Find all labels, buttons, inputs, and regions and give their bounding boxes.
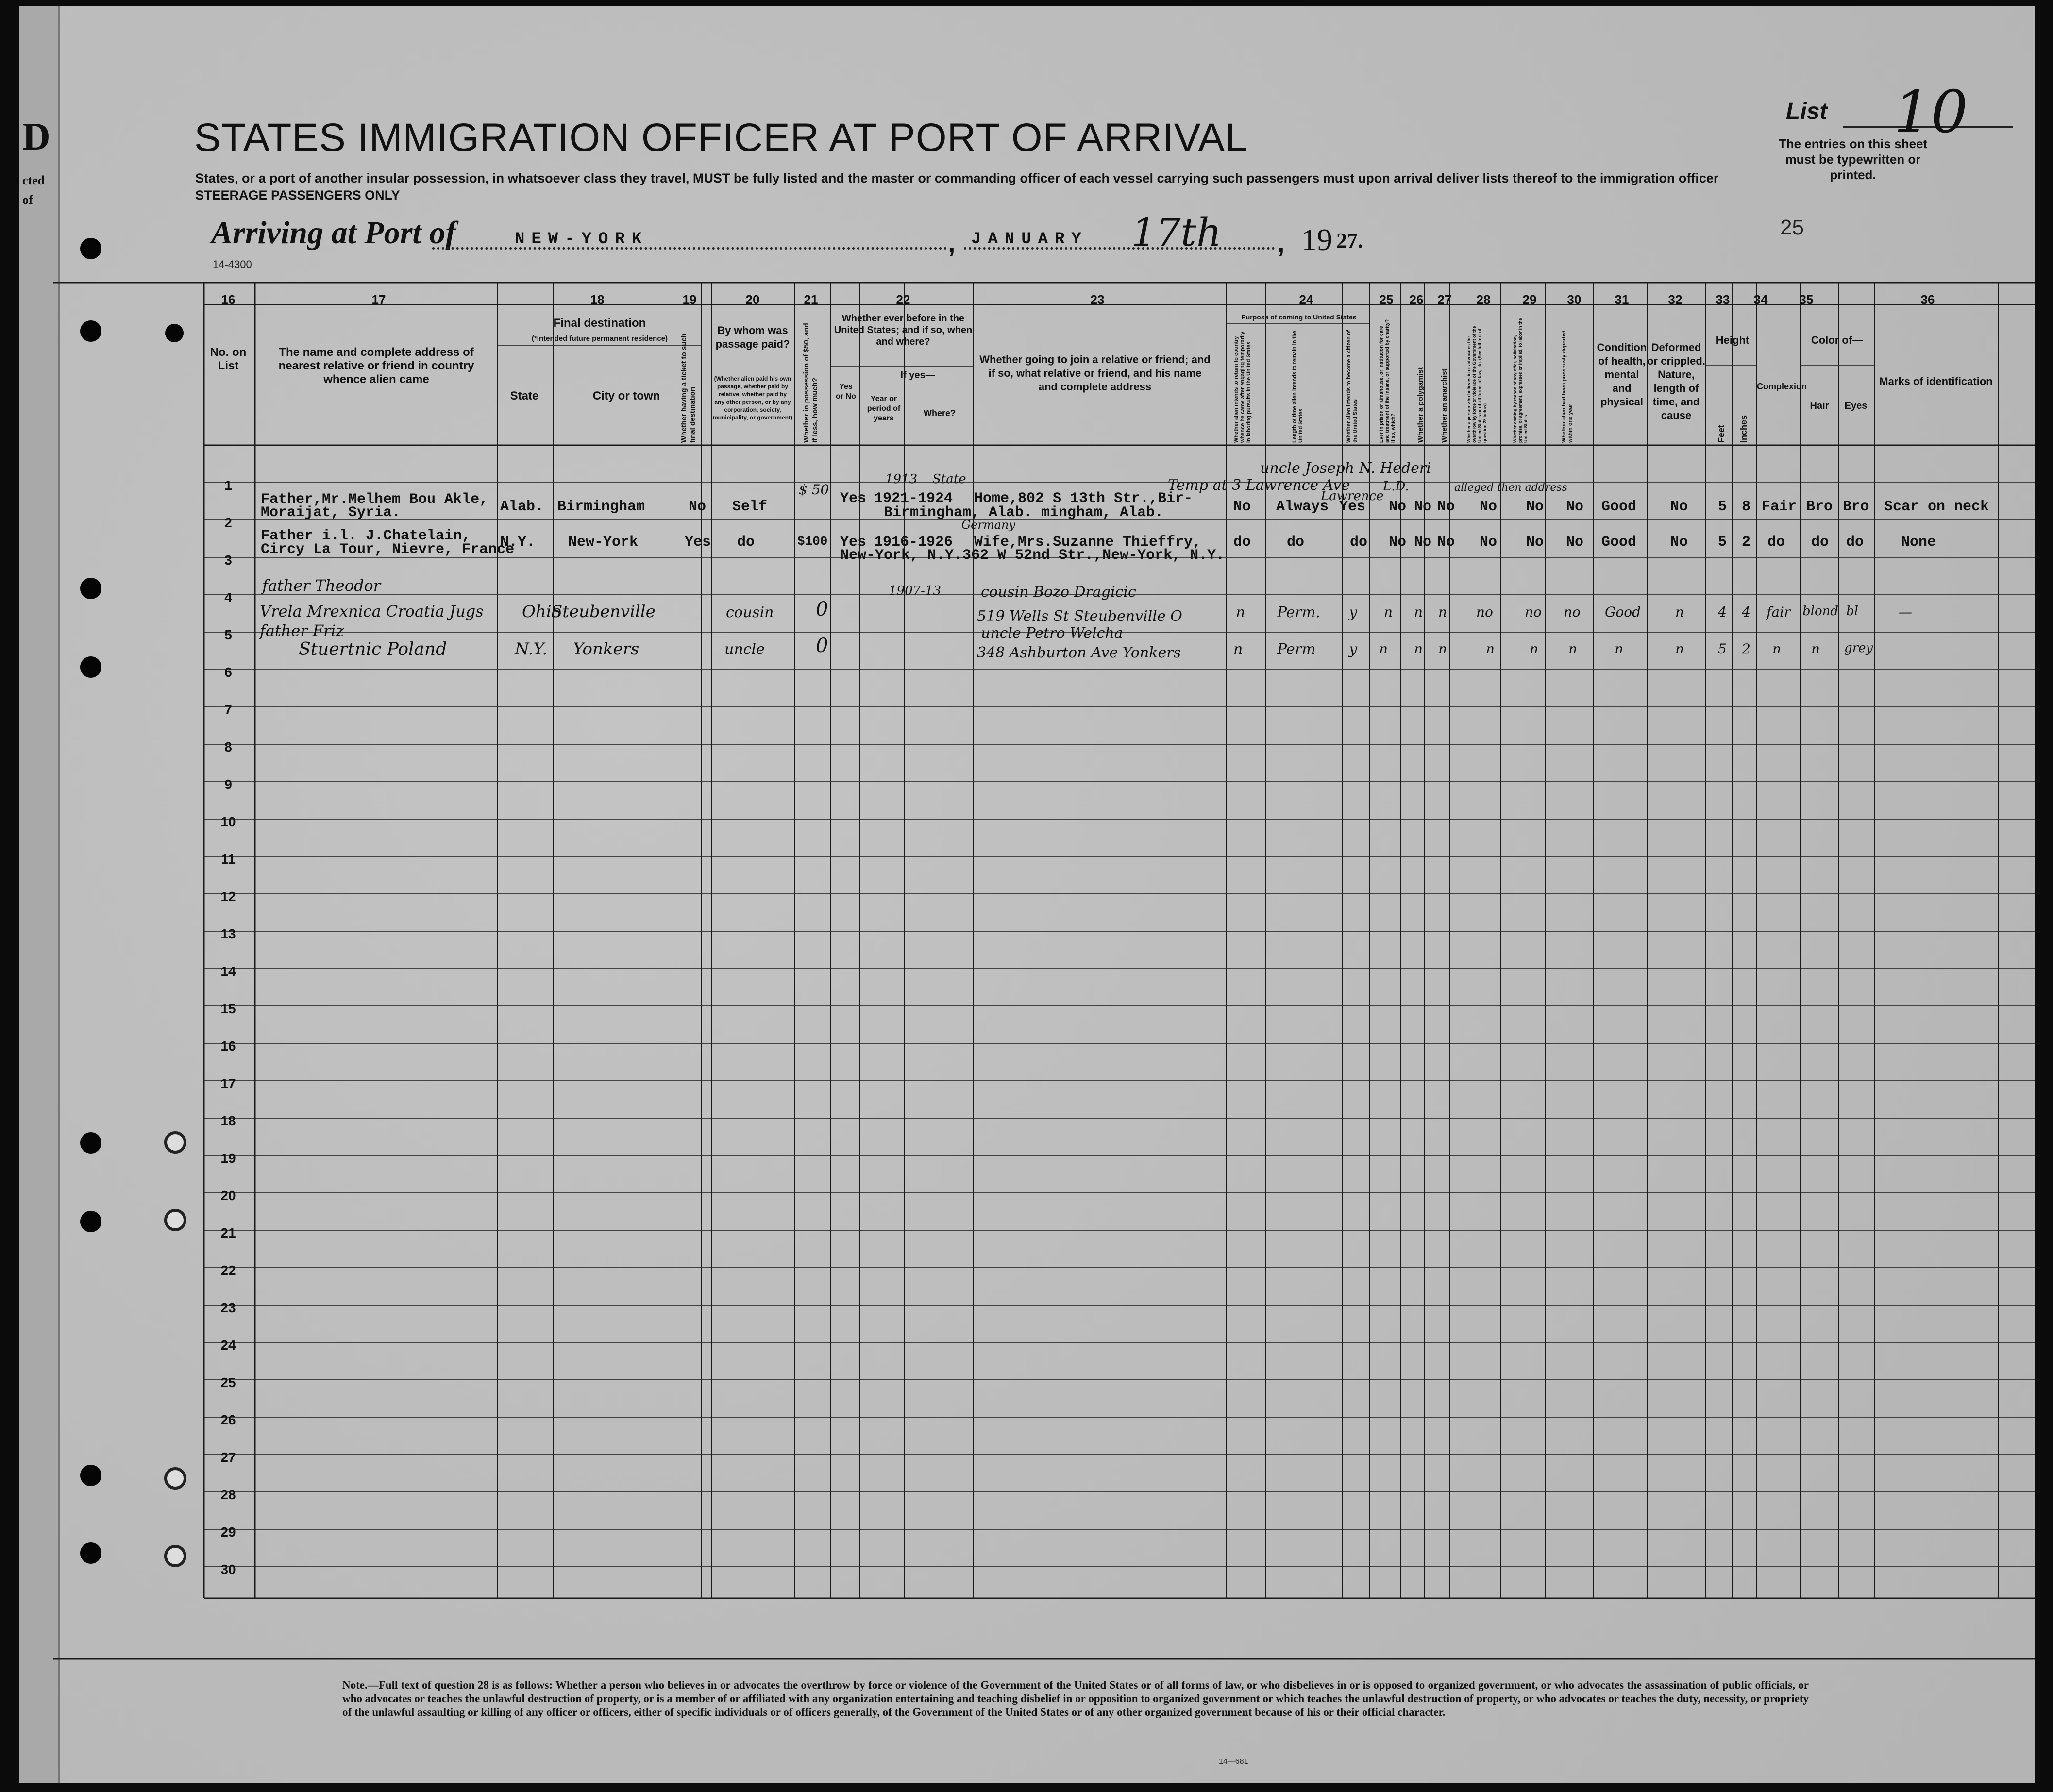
r2-health: Good: [1601, 534, 1637, 551]
col-num-16: 16: [221, 292, 236, 307]
row-number: 11: [221, 852, 236, 867]
header-where: Where?: [923, 408, 956, 418]
r3-citizen: y: [1349, 604, 1357, 621]
r1-citizen: Yes: [1339, 499, 1366, 515]
col-num-23: 23: [1090, 292, 1105, 307]
r4-hair: n: [1811, 641, 1820, 657]
r2-before: Yes: [840, 534, 867, 551]
row-number: 15: [220, 1001, 236, 1016]
r1-q30: No: [1566, 499, 1584, 515]
row-number: 18: [220, 1113, 236, 1128]
r2-complexion: do: [1767, 534, 1785, 551]
r3-paid-by: cousin: [726, 604, 774, 621]
r2-annotation-germany: Germany: [961, 518, 1015, 532]
r4-deformed: n: [1675, 641, 1684, 657]
r1-relative-line1: Father,Mr.Melhem Bou Akle,: [261, 491, 488, 508]
r2-relative-line1: Father i.l. J.Chatelain,: [261, 528, 471, 544]
row-number: 17: [220, 1076, 236, 1091]
row-number: 14: [220, 964, 236, 979]
col-num-33: 33: [1716, 292, 1730, 307]
r1-join-line2: Birmingham, Alab. mingham, Alab.: [884, 504, 1164, 521]
r1-period: 1921-1924: [874, 490, 953, 507]
r1-eyes: Bro: [1843, 499, 1869, 515]
r4-polygamist: n: [1414, 641, 1423, 657]
r4-city: Yonkers: [573, 639, 639, 659]
header-join-relative: Whether going to join a relative or friend; and if so, what relative or friend, and his name and complete address: [979, 353, 1211, 393]
row-number: 12: [220, 889, 236, 904]
header-q28: Whether a person who believes in or advocates the overthrow by force or violence of the Government of the United States or of all forms of law, etc. (See full text of question 28 below): [1466, 326, 1487, 443]
r4-join-line1: uncle Petro Welcha: [981, 625, 1123, 642]
r4-prison: n: [1379, 641, 1388, 657]
r2-inches: 2: [1742, 534, 1751, 551]
header-hair: Hair: [1810, 401, 1829, 411]
header-anarchist: Whether an anarchist: [1440, 368, 1448, 443]
day-value: 17th: [1131, 210, 1222, 255]
row-number: 22: [220, 1263, 236, 1278]
row-number: 3: [224, 553, 232, 568]
col-num-25: 25: [1379, 292, 1394, 307]
row-number: 24: [220, 1338, 236, 1353]
r2-paid-by: do: [737, 534, 755, 551]
header-color-of: Color of—: [1811, 334, 1863, 346]
left-fragment-1: D: [22, 116, 50, 158]
r4-relative-line1: father Friz: [260, 621, 344, 640]
header-q29: Whether coming by reason of any offer, solicitation, promise, or agreement, expressed or implied, to labor in the United States: [1513, 318, 1528, 443]
r2-amount: $100: [797, 534, 828, 549]
r3-deformed: n: [1675, 604, 1684, 620]
footnote-code: 14—681: [1219, 1758, 1248, 1766]
list-label: List: [1786, 99, 1828, 124]
r3-city: Steubenville: [551, 602, 656, 621]
r2-relative-line2: Circy La Tour, Nievre, France: [261, 541, 515, 558]
header-prison: Ever in prison or almshouse, or institution for care and treatment of the insane, or supported by charity? If so, which?: [1379, 319, 1396, 443]
r3-marks: —: [1899, 604, 1912, 620]
header-height: Height: [1716, 334, 1750, 346]
r4-feet: 5: [1718, 641, 1727, 657]
row-number: 4: [224, 590, 232, 605]
r1-prison: No: [1389, 499, 1407, 515]
r1-annotation-amount: $ 50: [799, 482, 829, 498]
r2-return: do: [1233, 534, 1251, 551]
r3-hair: blond: [1802, 604, 1839, 619]
header-feet: Feet: [1716, 424, 1726, 443]
header-state: State: [510, 389, 539, 402]
row-number: 13: [220, 926, 236, 941]
r2-period: 1916-1926: [874, 534, 953, 551]
r3-eyes: bl: [1846, 604, 1858, 619]
r1-polygamist: No: [1414, 499, 1432, 515]
row-number: 1: [224, 478, 232, 493]
r3-amount: 0: [816, 598, 828, 620]
r2-join-line2: New-York, N.Y.362 W 52nd Str.,New-York, N.Y.: [840, 547, 1225, 564]
form-code: 14-4300: [213, 258, 252, 270]
col-num-17: 17: [371, 292, 386, 307]
r2-state: N.Y.: [500, 534, 536, 551]
col-num-34: 34: [1753, 292, 1768, 307]
r1-annotation-state: State: [932, 472, 966, 486]
r2-polygamist: No: [1414, 534, 1432, 551]
r4-q28: n: [1486, 641, 1495, 657]
r3-relative-line2: Vrela Mrexnica Croatia Jugs: [260, 602, 484, 620]
r2-q30: No: [1566, 534, 1584, 551]
r4-complexion: n: [1772, 641, 1782, 657]
r4-q30: n: [1568, 641, 1578, 657]
r2-hair: do: [1811, 534, 1829, 551]
col-num-27: 27: [1437, 292, 1452, 307]
header-period: Year or period of years: [867, 395, 901, 422]
header-inches: Inches: [1739, 415, 1749, 443]
row-number: 23: [220, 1300, 236, 1315]
intro-line-2: STEERAGE PASSENGERS ONLY: [195, 188, 400, 202]
header-eyes: Eyes: [1844, 401, 1868, 411]
r2-deformed: No: [1670, 534, 1688, 551]
r4-amount: 0: [816, 635, 828, 657]
r3-period: 1907-13: [889, 584, 942, 598]
r1-return: No: [1233, 499, 1251, 515]
header-marks: Marks of identification: [1879, 375, 1993, 387]
r4-q29: n: [1530, 641, 1539, 657]
r2-q29: No: [1526, 534, 1544, 551]
r1-relative-line2: Moraijat, Syria.: [261, 504, 401, 521]
header-no-on-list: No. on List: [210, 346, 247, 372]
r2-feet: 5: [1718, 534, 1727, 551]
row-number: 26: [220, 1412, 236, 1427]
header-ticket: Whether having a ticket to such final destination: [680, 333, 697, 443]
r1-feet: 5: [1718, 499, 1727, 515]
footnote-question-28: Note.—Full text of question 28 is as follows: Whether a person who believes in or advocates the overthrow by force or violence of the Government of the United States or of all forms of law, or who disbelieves in or is opposed to organized government, or who advocates the assassination of public officials, or who advocates or teaches the unlawful destruction of property, or is a member of or affiliated with any organization entertaining and teaching disbelief in or opposition to organized government or which teaches the unlawful destruction of property, or who advocates or teaches the duty, necessity, or propriety of the unlawful assaulting or killing of any officer or officers, either of specific individuals or of officers generally, of the Government of the United States or of any other organized government because of his or their official character.: [342, 1679, 1809, 1718]
r2-anarchist: No: [1437, 534, 1455, 551]
header-final-destination: Final destination: [553, 317, 646, 330]
r1-annotation-ld: L.D.: [1383, 479, 1409, 494]
r2-length: do: [1287, 534, 1305, 551]
row-number: 27: [220, 1450, 236, 1465]
comma: ,: [1277, 227, 1285, 258]
r3-return: n: [1236, 604, 1245, 621]
header-purpose: Purpose of coming to United States: [1241, 313, 1357, 321]
col-num-26: 26: [1409, 292, 1424, 307]
r1-inches: 8: [1742, 499, 1751, 515]
r1-join-line1: Home,802 S 13th Str.,Bir-: [974, 490, 1193, 507]
r4-inches: 2: [1742, 641, 1750, 657]
col-num-20: 20: [745, 292, 760, 307]
header-purpose-length: Length of time alien intends to remain in the United States: [1292, 330, 1304, 443]
col-num-19: 19: [682, 292, 697, 307]
r3-q29: no: [1525, 604, 1542, 620]
r1-deformed: No: [1670, 499, 1688, 515]
r4-health: n: [1615, 641, 1624, 657]
header-purpose-citizen: Whether alien intends to become a citizen of the United States: [1346, 330, 1358, 443]
r4-citizen: y: [1349, 641, 1357, 658]
port-value: NEW-YORK: [515, 230, 649, 249]
r2-citizen: do: [1350, 534, 1368, 551]
col-num-18: 18: [590, 292, 605, 307]
r2-prison: No: [1389, 534, 1407, 551]
col-num-28: 28: [1476, 292, 1491, 307]
r1-health: Good: [1601, 499, 1637, 515]
row-number: 6: [224, 665, 232, 680]
sheet-note: The entries on this sheet must be typewritten or printed.: [1778, 136, 1928, 182]
r2-join-line1: Wife,Mrs.Suzanne Thieffry,: [974, 534, 1202, 551]
row-number: 21: [220, 1225, 236, 1240]
row-number: 5: [224, 627, 232, 642]
r1-q28: No: [1480, 499, 1498, 515]
year-suffix: 27.: [1336, 229, 1363, 252]
row-number: 30: [220, 1562, 236, 1577]
r3-inches: 4: [1742, 604, 1750, 620]
row-number: 28: [220, 1487, 236, 1502]
r1-anarchist: No: [1437, 499, 1455, 515]
r3-length: Perm.: [1277, 604, 1320, 621]
header-q30: Whether alien had been previously deported within one year: [1561, 330, 1573, 443]
manifest-sheet: [19, 6, 2035, 1783]
r4-length: Perm: [1277, 641, 1316, 658]
r3-health: Good: [1605, 604, 1641, 620]
r4-state: N.Y.: [515, 639, 548, 659]
r1-annotation-year: 1913: [885, 472, 918, 486]
col-num-35: 35: [1799, 292, 1814, 307]
r4-join-line2: 348 Ashburton Ave Yonkers: [977, 644, 1181, 661]
arriving-label: Arriving at Port of: [211, 215, 456, 251]
col-num-24: 24: [1299, 292, 1313, 307]
row-number: 25: [220, 1375, 236, 1390]
r1-ticket: No: [689, 499, 707, 515]
row-number: 7: [224, 702, 232, 717]
r1-q29: No: [1526, 499, 1544, 515]
row-number: 9: [224, 777, 232, 792]
header-complexion: Complexion: [1757, 382, 1807, 391]
col-num-30: 30: [1567, 292, 1582, 307]
r1-length: Always: [1276, 499, 1329, 515]
r1-annotation-uncle: uncle Joseph N. Hederi: [1260, 460, 1431, 477]
page-title: STATES IMMIGRATION OFFICER AT PORT OF ARRIVAL: [194, 116, 1248, 160]
r3-relative-line1: father Theodor: [262, 576, 381, 595]
year-prefix: 19: [1301, 222, 1332, 257]
r1-before: Yes: [840, 490, 867, 507]
r3-join-line2: 519 Wells St Steubenville O: [977, 608, 1182, 625]
row-number: 8: [224, 739, 232, 754]
r1-annotation-alleged: alleged then address: [1454, 482, 1567, 494]
r2-ticket: Yes: [685, 534, 711, 551]
r2-city: New-York: [568, 534, 639, 551]
r4-return: n: [1233, 641, 1243, 658]
header-polygamist: Whether a polygamist: [1416, 367, 1425, 443]
r2-eyes: do: [1846, 534, 1864, 551]
r3-state: Ohio: [522, 602, 562, 621]
header-paid-by-sub: (Whether alien paid his own passage, whether paid by relative, whether paid by any other person, or by any corporation, society, municipality, or government): [713, 375, 792, 421]
table-grid: [19, 6, 2035, 1783]
r3-feet: 4: [1718, 604, 1727, 620]
header-deformed: Deformed or crippled. Nature, length of time, and cause: [1647, 341, 1705, 421]
r1-hair: Bro: [1806, 499, 1833, 515]
r1-paid-by: Self: [732, 499, 768, 515]
col-num-32: 32: [1668, 292, 1683, 307]
r2-marks: None: [1901, 534, 1936, 551]
r1-complexion: Fair: [1762, 499, 1797, 515]
header-purpose-return: Whether alien intends to return to country whence he came after engaging temporarily in laboring pursuits in the United States: [1233, 331, 1252, 443]
r1-state: Alab.: [500, 499, 544, 515]
r3-q28: no: [1476, 604, 1493, 620]
header-yes-no: Yes or No: [836, 383, 856, 401]
col-num-21: 21: [804, 292, 818, 307]
header-final-destination-sub: (*Intended future permanent residence): [531, 335, 668, 343]
list-number: 10: [1894, 79, 1968, 146]
row-number: 29: [220, 1524, 236, 1540]
row-number: 16: [220, 1038, 236, 1054]
header-50-dollars: Whether in possession of $50, and if less, how much?: [802, 323, 819, 443]
r3-prison: n: [1384, 604, 1393, 620]
header-city: City or town: [592, 389, 660, 402]
header-health: Condition of health, mental and physical: [1597, 341, 1647, 408]
r3-q30: no: [1564, 604, 1581, 620]
header-if-yes: If yes—: [900, 370, 935, 381]
r1-annotation-temp: Temp at 3 Lawrence Ave: [1168, 477, 1350, 494]
month-value: JANUARY: [971, 230, 1088, 249]
r4-eyes: grey: [1844, 641, 1873, 655]
row-number: 2: [224, 515, 232, 530]
r4-anarchist: n: [1438, 641, 1447, 657]
r3-polygamist: n: [1414, 604, 1423, 620]
left-fragment-2: cted: [22, 173, 45, 187]
r3-anarchist: n: [1438, 604, 1447, 620]
header-relative: The name and complete address of nearest relative or friend in country whence alien came: [278, 346, 474, 386]
row-number: 20: [220, 1188, 236, 1203]
r1-marks: Scar on neck: [1884, 499, 1989, 515]
row-number: 19: [220, 1151, 236, 1166]
left-fragment-3: of: [22, 193, 33, 207]
corner-number: 25: [1780, 216, 1804, 239]
col-num-36: 36: [1920, 292, 1935, 307]
r3-join-line1: cousin Bozo Dragicic: [981, 584, 1136, 601]
r4-paid-by: uncle: [724, 641, 765, 658]
intro-line-1: States, or a port of another insular possession, in whatsoever class they travel, MUST be fully listed and the master or commanding officer of each vessel carrying such passengers must upon arrival deliver lists thereof to the immigration officer: [195, 171, 1719, 185]
r1-annotation-lawrence: Lawrence: [1321, 489, 1384, 503]
r4-relative-line2: Stuertnic Poland: [299, 639, 447, 659]
r2-q28: No: [1480, 534, 1498, 551]
col-num-29: 29: [1522, 292, 1537, 307]
comma: ,: [948, 227, 956, 258]
header-before-us: Whether ever before in the United States; and if so, when and where?: [834, 313, 973, 347]
col-num-31: 31: [1615, 292, 1629, 307]
r1-city: Birmingham: [557, 499, 645, 515]
col-num-22: 22: [896, 292, 910, 307]
row-number: 10: [220, 814, 236, 829]
r3-complexion: fair: [1767, 604, 1791, 620]
header-paid-by: By whom was passage paid?: [715, 324, 790, 350]
